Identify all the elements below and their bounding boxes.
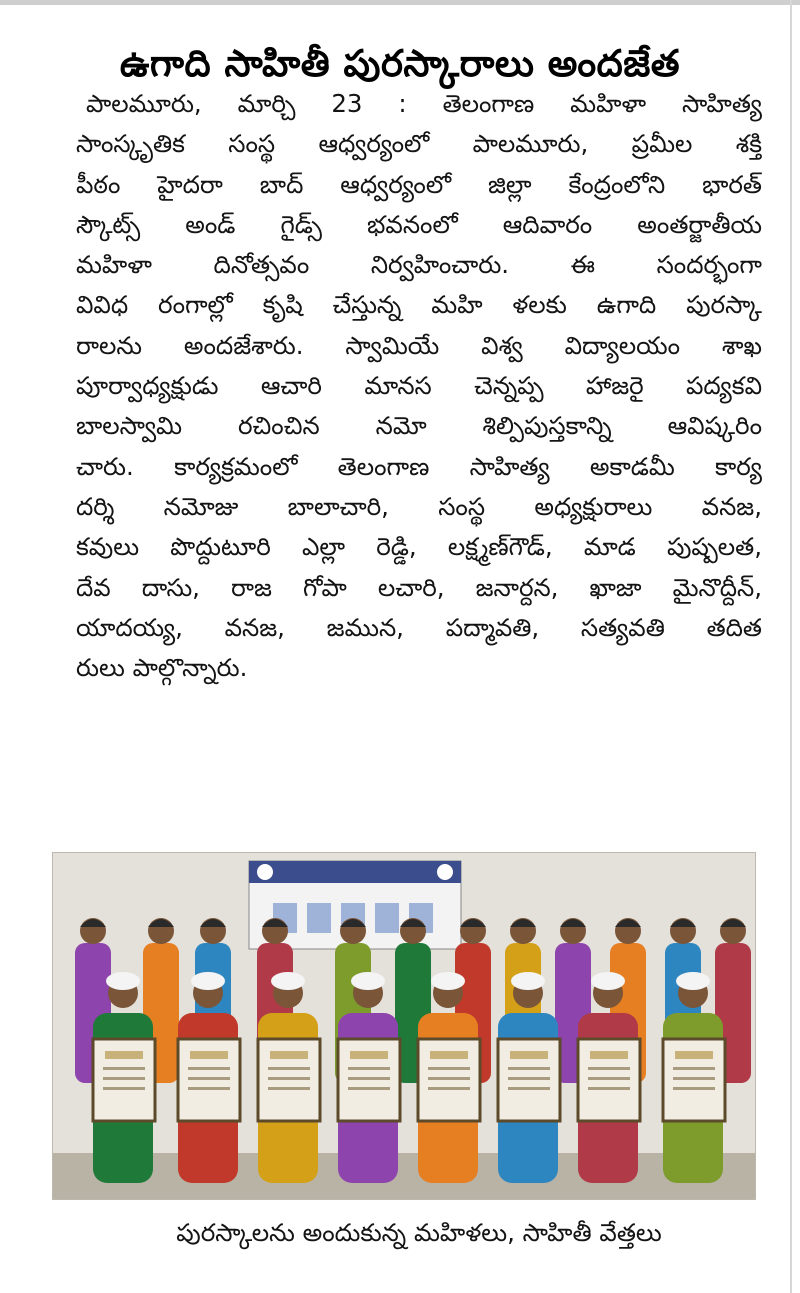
- seated-person-turban: [676, 972, 710, 990]
- certificate-emblem: [675, 1051, 713, 1059]
- seated-person-turban: [351, 972, 385, 990]
- certificate-text: [348, 1077, 390, 1080]
- floor: [53, 1153, 755, 1199]
- article-body-line: బాలస్వామి రచించిన నమో శిల్పిపుస్తకాన్ని ఆవిష్కరిం: [76, 411, 762, 441]
- article-body-line: మహిళా దినోత్సవం నిర్వహించారు. ఈ సందర్భంగా: [76, 250, 762, 280]
- certificate-text: [588, 1087, 630, 1090]
- article-body-line: యాదయ్య, వనజ, జమున, పద్మావతి, సత్యవతి తదిత: [76, 612, 762, 642]
- certificate-text: [588, 1077, 630, 1080]
- article-body-line: పూర్వాధ్యక్షుడు ఆచారి మానస చెన్నప్ప హాజరై పద్యకవి: [76, 371, 762, 401]
- certificate-text: [103, 1087, 145, 1090]
- certificate-text: [103, 1077, 145, 1080]
- certificate-text: [508, 1077, 550, 1080]
- certificate-text: [268, 1087, 310, 1090]
- group-photo-illustration: [53, 853, 755, 1199]
- banner-logo-right: [437, 864, 453, 880]
- certificate-text: [188, 1077, 230, 1080]
- certificate-emblem: [510, 1051, 548, 1059]
- seated-person-turban: [106, 972, 140, 990]
- certificate-text: [508, 1067, 550, 1070]
- top-rule: [0, 0, 800, 5]
- certificate-text: [428, 1087, 470, 1090]
- banner-logo-left: [257, 864, 273, 880]
- certificate-text: [508, 1087, 550, 1090]
- article-headline: ఉగాది సాహితీ పురస్కారాలు అందజేత: [119, 41, 681, 85]
- article-body-line: రాలను అందజేశారు. స్వామియే విశ్వ విద్యాలయం శాఖ: [76, 330, 762, 360]
- certificate-text: [428, 1077, 470, 1080]
- certificate-text: [588, 1067, 630, 1070]
- news-photo: [52, 852, 756, 1200]
- article-body-line: స్కౌట్స్ అండ్ గైడ్స్ భవనంలో ఆదివారం అంతర్జాతీయ: [76, 209, 762, 239]
- certificate-emblem: [430, 1051, 468, 1059]
- article-body-line: చారు. కార్యక్రమంలో తెలంగాణ సాహిత్య అకాడమీ కార్య: [76, 451, 762, 481]
- seated-person-turban: [591, 972, 625, 990]
- banner-header-strip: [249, 861, 461, 883]
- certificate-emblem: [105, 1051, 143, 1059]
- certificate-emblem: [190, 1051, 228, 1059]
- article-body-line: దేవ దాసు, రాజ గోపా లచారి, జనార్దన, ఖాజా మైనొద్దీన్,: [76, 572, 762, 602]
- article-body-line: పాలమూరు, మార్చి 23 : తెలంగాణ మహిళా సాహిత్య: [86, 89, 762, 118]
- article-body-line: రులు పాల్గొన్నారు.: [76, 653, 248, 683]
- banner-portrait: [307, 903, 331, 933]
- banner-portrait: [375, 903, 399, 933]
- seated-person-turban: [191, 972, 225, 990]
- certificate-emblem: [590, 1051, 628, 1059]
- article-body-line: సాంస్కృతిక సంస్థ ఆధ్వర్యంలో పాలమూరు, ప్రమీల శక్తి: [76, 129, 762, 159]
- article-body-line: పీఠం హైదరా బాద్ ఆధ్వర్యంలో జిల్లా కేంద్రంలోని భారత్: [76, 169, 762, 199]
- article-body-line: దర్శి నమోజు బాలాచారి, సంస్థ అధ్యక్షురాలు వనజ,: [76, 491, 762, 521]
- certificate-text: [348, 1067, 390, 1070]
- certificate-text: [188, 1087, 230, 1090]
- certificate-text: [673, 1087, 715, 1090]
- certificate-text: [428, 1067, 470, 1070]
- seated-person-turban: [271, 972, 305, 990]
- column-rule: [790, 0, 792, 1293]
- certificate-emblem: [270, 1051, 308, 1059]
- certificate-text: [268, 1077, 310, 1080]
- certificate-text: [268, 1067, 310, 1070]
- article-body: [76, 84, 762, 688]
- certificate-text: [673, 1067, 715, 1070]
- photo-caption: పురస్కాలను అందుకున్న మహిళలు, సాహితీ వేత్తలు: [176, 1218, 662, 1247]
- certificate-text: [103, 1067, 145, 1070]
- article-body-line: కవులు పొద్దుటూరి ఎల్లా రెడ్డి, లక్ష్మణ్‌గౌడ్, మాడ పుష్పలత,: [76, 532, 762, 562]
- article-body-line: వివిధ రంగాల్లో కృషి చేస్తున్న మహి ళలకు ఉగాది పురస్కా: [76, 290, 762, 320]
- certificate-text: [673, 1077, 715, 1080]
- seated-person-turban: [431, 972, 465, 990]
- seated-person-turban: [511, 972, 545, 990]
- certificate-text: [188, 1067, 230, 1070]
- certificate-emblem: [350, 1051, 388, 1059]
- certificate-text: [348, 1087, 390, 1090]
